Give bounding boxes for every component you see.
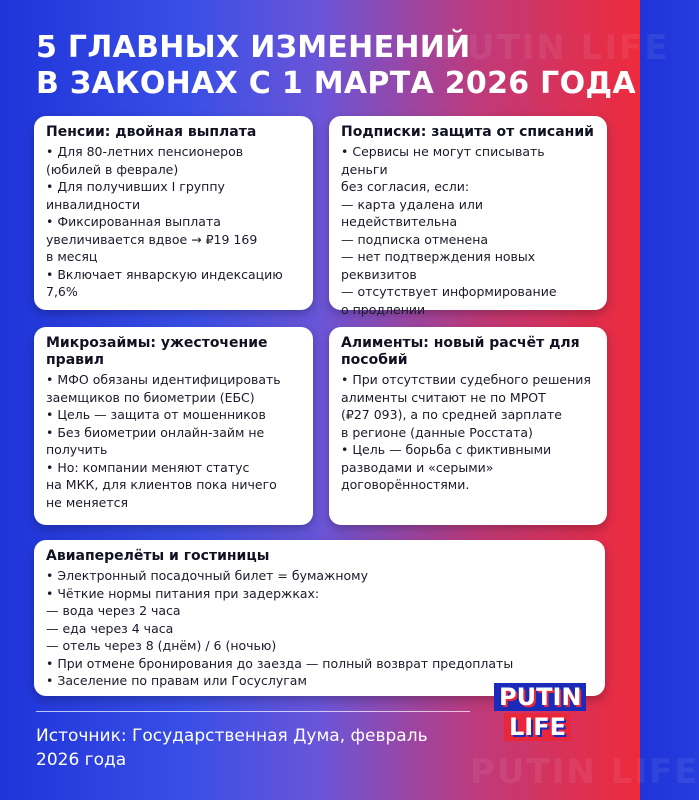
card-line: • МФО обязаны идентифицировать	[46, 372, 281, 387]
card-line: реквизитов	[341, 266, 417, 282]
watermark-text-top: PUTIN LIFE	[440, 28, 670, 68]
card-line: не меняется	[46, 494, 129, 510]
card-line: в регионе (данные Росстата)	[341, 424, 533, 440]
page-title-line2: В ЗАКОНАХ С 1 МАРТА 2026 ГОДА	[36, 66, 636, 101]
card-line: о продлении	[341, 301, 426, 317]
card-microloans-title	[46, 335, 301, 369]
page-title-line1: 5 ГЛАВНЫХ ИЗМЕНЕНИЙ	[36, 30, 471, 65]
card-line: — вода через 2 часа	[46, 603, 181, 618]
card-subscriptions-body	[341, 143, 595, 318]
card-line: разводами и «серыми»	[341, 459, 494, 475]
card-alimony-title	[341, 335, 595, 369]
card-alimony-body	[341, 371, 595, 494]
card-microloans-body	[46, 371, 301, 511]
card-line: без согласия, если:	[341, 179, 470, 194]
card-line: договорённостями.	[341, 477, 470, 492]
card-line: алименты считают не по МРОТ	[341, 389, 546, 405]
card-line: • Но: компании меняют статус	[46, 459, 250, 475]
card-microloans-title-line2: правил	[46, 352, 105, 368]
card-line: — нет подтверждения новых	[341, 249, 536, 264]
card-line: — отсутствует информирование	[341, 284, 557, 299]
card-pensions	[34, 116, 313, 310]
card-line: — карта удалена или недействительна	[341, 196, 483, 229]
card-line: • При отмене бронирования до заезда — полный возврат предоплаты	[46, 655, 514, 671]
card-line: — еда через 4 часа	[46, 620, 174, 636]
card-line: • Электронный посадочный билет = бумажному	[46, 568, 368, 583]
card-line: — отель через 8 (днём) / 6 (ночью)	[46, 638, 277, 653]
card-microloans-title-line1: Микрозаймы: ужесточение	[46, 335, 268, 351]
watermark-text-bottom: PUTIN LIFE	[470, 752, 699, 792]
card-pensions-body	[46, 143, 301, 301]
card-pensions-title: Пенсии: двойная выплата	[46, 124, 257, 140]
source-caption: Источник: Государственная Дума, февраль 2026 года	[36, 726, 428, 770]
card-line: • Фиксированная выплата	[46, 214, 221, 229]
card-line: на МКК, для клиентов пока ничего	[46, 477, 277, 492]
brand-logo	[494, 683, 606, 749]
card-flights	[34, 540, 605, 696]
card-line: • Сервисы не могут списывать деньги	[341, 144, 545, 177]
card-line: в месяц	[46, 249, 98, 264]
card-line: • Цель — защита от мошенников	[46, 407, 266, 422]
card-line: заемщиков по биометрии (ЕБС)	[46, 389, 255, 405]
card-line: 7,6%	[46, 284, 78, 299]
card-line: — подписка отменена	[341, 231, 489, 247]
card-line: • Для получивших I группу	[46, 179, 225, 194]
card-line: • При отсутствии судебного решения	[341, 372, 591, 387]
card-line: • Чёткие нормы питания при задержках:	[46, 585, 320, 601]
card-line: • Заселение по правам или Госуслугам	[46, 673, 307, 688]
card-line: увеличивается вдвое → ₽19 169	[46, 231, 258, 247]
logo-line1: PUTIN	[494, 683, 586, 711]
card-line: инвалидности	[46, 196, 141, 212]
divider	[36, 711, 470, 712]
card-line: (₽27 093), а по средней зарплате	[341, 407, 562, 422]
logo-line2: LIFE	[504, 713, 571, 741]
card-line: • Цель — борьба с фиктивными	[341, 442, 552, 457]
card-flights-title: Авиаперелёты и гостиницы	[46, 548, 270, 564]
card-line: получить	[46, 442, 108, 457]
card-alimony	[329, 327, 607, 525]
card-flights-body	[46, 567, 593, 690]
card-line: • Включает январскую индексацию	[46, 266, 283, 282]
card-alimony-title-line2: пособий	[341, 352, 408, 368]
card-subscriptions	[329, 116, 607, 317]
card-line: • Без биометрии онлайн-займ не	[46, 424, 265, 440]
card-subscriptions-title: Подписки: защита от списаний	[341, 124, 594, 140]
card-microloans	[34, 327, 313, 525]
card-alimony-title-line1: Алименты: новый расчёт для	[341, 335, 580, 351]
card-line: (юбилей в феврале)	[46, 161, 179, 177]
card-line: • Для 80-летних пенсионеров	[46, 144, 244, 159]
page-title	[36, 30, 636, 102]
